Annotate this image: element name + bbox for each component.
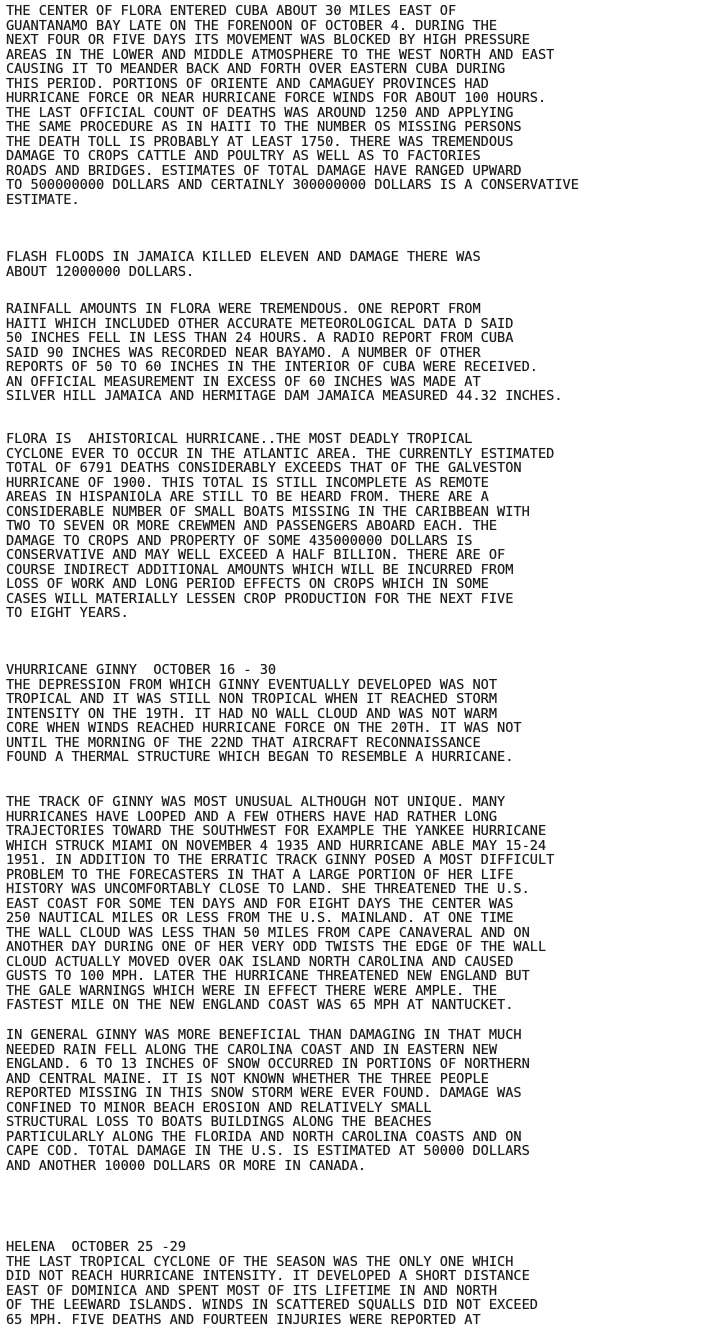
text-line: HAITI WHICH INCLUDED OTHER ACCURATE METEOROLOGICAL DATA D SAID (6, 315, 514, 332)
paragraph-ginny-heading (6, 663, 522, 765)
text-line: HURRICANE FORCE OR NEAR HURRICANE FORCE WINDS FOR ABOUT 100 HOURS. (6, 90, 547, 106)
text-line: SAID 90 INCHES WAS RECORDED NEAR BAYAMO. A NUMBER OF OTHER (6, 344, 481, 361)
text-line: GUSTS TO 100 MPH. LATER THE HURRICANE THREATENED NEW ENGLAND BUT (6, 968, 530, 984)
text-line: CONFINED TO MINOR BEACH EROSION AND RELATIVELY SMALL (6, 1099, 432, 1116)
text-line: ANOTHER DAY DURING ONE OF HER VERY ODD TWISTS THE EDGE OF THE WALL (6, 939, 547, 955)
paragraph-rainfall (6, 302, 563, 404)
text-line: REPORTED MISSING IN THIS SNOW STORM WERE EVER FOUND. DAMAGE WAS (6, 1085, 522, 1101)
text-line: AN OFFICIAL MEASUREMENT IN EXCESS OF 60 INCHES WAS MADE AT (6, 373, 481, 390)
text-line: UNTIL THE MORNING OF THE 22ND THAT AIRCRAFT RECONNAISSANCE (6, 734, 481, 751)
text-line: PROBLEM TO THE FORECASTERS IN THAT A LARGE PORTION OF HER LIFE (6, 866, 514, 883)
paragraph-ginny-beneficial (6, 1028, 530, 1173)
text-line: DID NOT REACH HURRICANE INTENSITY. IT DEVELOPED A SHORT DISTANCE (6, 1268, 530, 1284)
text-line: FOUND A THERMAL STRUCTURE WHICH BEGAN TO RESEMBLE A HURRICANE. (6, 749, 514, 765)
text-line: ESTIMATE. (6, 191, 80, 208)
typewritten-page (6, 0, 720, 1331)
text-line: AREAS IN HISPANIOLA ARE STILL TO BE HEARD FROM. THERE ARE A (6, 489, 489, 505)
text-line: CLOUD ACTUALLY MOVED OVER OAK ISLAND NORTH CAROLINA AND CAUSED (6, 953, 514, 970)
text-line: CAUSING IT TO MEANDER BACK AND FORTH OVER EASTERN CUBA DURING (6, 61, 506, 77)
text-line: WHICH STRUCK MIAMI ON NOVEMBER 4 1935 AND HURRICANE ABLE MAY 15-24 (6, 837, 547, 854)
text-line: THE CENTER OF FLORA ENTERED CUBA ABOUT 30 MILES EAST OF (6, 3, 457, 19)
text-line: EAST OF DOMINICA AND SPENT MOST OF ITS LIFETIME IN AND NORTH (6, 1282, 498, 1299)
text-line: CONSIDERABLE NUMBER OF SMALL BOATS MISSING IN THE CARIBBEAN WITH (6, 503, 530, 520)
text-line: FLASH FLOODS IN JAMAICA KILLED ELEVEN AND DAMAGE THERE WAS (6, 249, 481, 265)
text-line: 250 NAUTICAL MILES OR LESS FROM THE U.S. MAINLAND. AT ONE TIME (6, 910, 514, 926)
paragraph-flora-cuba (6, 4, 579, 207)
text-line: TOTAL OF 6791 DEATHS CONSIDERABLY EXCEEDS THAT OF THE GALVESTON (6, 460, 522, 476)
text-line: 65 MPH. FIVE DEATHS AND FOURTEEN INJURIES WERE REPORTED AT (6, 1311, 481, 1328)
text-line: AND CENTRAL MAINE. IT IS NOT KNOWN WHETHER THE THREE PEOPLE (6, 1070, 489, 1087)
text-line: STRUCTURAL LOSS TO BOATS BUILDINGS ALONG THE BEACHES (6, 1114, 432, 1130)
text-line: 1951. IN ADDITION TO THE ERRATIC TRACK GINNY POSED A MOST DIFFICULT (6, 852, 555, 868)
text-line: DAMAGE TO CROPS CATTLE AND POULTRY AS WELL AS TO FACTORIES (6, 148, 481, 164)
paragraph-jamaica-floods (6, 250, 481, 279)
text-line: ROADS AND BRIDGES. ESTIMATES OF TOTAL DAMAGE HAVE RANGED UPWARD (6, 162, 522, 179)
text-line: OF THE LEEWARD ISLANDS. WINDS IN SCATTERED SQUALLS DID NOT EXCEED (6, 1297, 538, 1313)
text-line: THE SAME PROCEDURE AS IN HAITI TO THE NUMBER OS MISSING PERSONS (6, 119, 522, 135)
text-line: TRAJECTORIES TOWARD THE SOUTHWEST FOR EXAMPLE THE YANKEE HURRICANE (6, 823, 547, 839)
text-line: VHURRICANE GINNY OCTOBER 16 - 30 (6, 662, 277, 678)
text-line: TO 500000000 DOLLARS AND CERTAINLY 300000000 DOLLARS IS A CONSERVATIVE (6, 177, 579, 193)
text-line: FLORA IS AHISTORICAL HURRICANE..THE MOST DEADLY TROPICAL (6, 431, 473, 447)
text-line: TROPICAL AND IT WAS STILL NON TROPICAL WHEN IT REACHED STORM (6, 691, 498, 707)
text-line: AREAS IN THE LOWER AND MIDDLE ATMOSPHERE TO THE WEST NORTH AND EAST (6, 46, 555, 63)
text-line: HURRICANES HAVE LOOPED AND A FEW OTHERS HAVE HAD RATHER LONG (6, 808, 498, 825)
text-line: DAMAGE TO CROPS AND PROPERTY OF SOME 435000000 DOLLARS IS (6, 532, 473, 549)
text-line: TWO TO SEVEN OR MORE CREWMEN AND PASSENGERS ABOARD EACH. THE (6, 518, 498, 534)
text-line: 50 INCHES FELL IN LESS THAN 24 HOURS. A RADIO REPORT FROM CUBA (6, 330, 514, 346)
text-line: CAPE COD. TOTAL DAMAGE IN THE U.S. IS ESTIMATED AT 50000 DOLLARS (6, 1143, 530, 1159)
text-line: NEXT FOUR OR FIVE DAYS ITS MOVEMENT WAS BLOCKED BY HIGH PRESSURE (6, 32, 530, 48)
text-line: LOSS OF WORK AND LONG PERIOD EFFECTS ON CROPS WHICH IN SOME (6, 576, 489, 592)
text-line: HELENA OCTOBER 25 -29 (6, 1239, 187, 1255)
text-line: EAST COAST FOR SOME TEN DAYS AND FOR EIGHT DAYS THE CENTER WAS (6, 895, 514, 912)
paragraph-helena (6, 1240, 538, 1327)
text-line: CONSERVATIVE AND MAY WELL EXCEED A HALF BILLION. THERE ARE OF (6, 547, 506, 563)
text-line: HURRICANE OF 1900. THIS TOTAL IS STILL INCOMPLETE AS REMOTE (6, 474, 489, 491)
text-line: ENGLAND. 6 TO 13 INCHES OF SNOW OCCURRED IN PORTIONS OF NORTHERN (6, 1056, 530, 1072)
text-line: IN GENERAL GINNY WAS MORE BENEFICIAL THAN DAMAGING IN THAT MUCH (6, 1027, 522, 1043)
text-line: SILVER HILL JAMAICA AND HERMITAGE DAM JAMAICA MEASURED 44.32 INCHES. (6, 388, 563, 404)
text-line: RAINFALL AMOUNTS IN FLORA WERE TREMENDOUS. ONE REPORT FROM (6, 301, 481, 317)
text-line: CYCLONE EVER TO OCCUR IN THE ATLANTIC AREA. THE CURRENTLY ESTIMATED (6, 445, 555, 462)
text-line: THE TRACK OF GINNY WAS MOST UNUSUAL ALTHOUGH NOT UNIQUE. MANY (6, 794, 506, 810)
text-line: THE DEATH TOLL IS PROBABLY AT LEAST 1750. THERE WAS TREMENDOUS (6, 133, 514, 150)
text-line: HISTORY WAS UNCOMFORTABLY CLOSE TO LAND. SHE THREATENED THE U.S. (6, 881, 530, 897)
paragraph-ginny-track (6, 795, 554, 1013)
paragraph-flora-historical (6, 432, 554, 621)
text-line: INTENSITY ON THE 19TH. IT HAD NO WALL CLOUD AND WAS NOT WARM (6, 705, 498, 722)
text-line: CORE WHEN WINDS REACHED HURRICANE FORCE ON THE 20TH. IT WAS NOT (6, 720, 522, 736)
text-line: AND ANOTHER 10000 DOLLARS OR MORE IN CANADA. (6, 1157, 367, 1174)
text-line: NEEDED RAIN FELL ALONG THE CAROLINA COAST AND IN EASTERN NEW (6, 1041, 498, 1058)
text-line: THE LAST TROPICAL CYCLONE OF THE SEASON WAS THE ONLY ONE WHICH (6, 1253, 514, 1270)
text-line: TO EIGHT YEARS. (6, 605, 129, 621)
text-line: THE DEPRESSION FROM WHICH GINNY EVENTUALLY DEVELOPED WAS NOT (6, 676, 498, 693)
text-line: THE GALE WARNINGS WHICH WERE IN EFFECT THERE WERE AMPLE. THE (6, 982, 498, 999)
text-line: ABOUT 12000000 DOLLARS. (6, 263, 195, 280)
text-line: COURSE INDIRECT ADDITIONAL AMOUNTS WHICH WILL BE INCURRED FROM (6, 561, 514, 578)
text-line: PARTICULARLY ALONG THE FLORIDA AND NORTH CAROLINA COASTS AND ON (6, 1128, 522, 1145)
text-line: THE WALL CLOUD WAS LESS THAN 50 MILES FROM CAPE CANAVERAL AND ON (6, 924, 530, 941)
text-line: REPORTS OF 50 TO 60 INCHES IN THE INTERIOR OF CUBA WERE RECEIVED. (6, 359, 538, 375)
text-line: CASES WILL MATERIALLY LESSEN CROP PRODUCTION FOR THE NEXT FIVE (6, 590, 514, 607)
text-line: THIS PERIOD. PORTIONS OF ORIENTE AND CAMAGUEY PROVINCES HAD (6, 75, 489, 92)
text-line: GUANTANAMO BAY LATE ON THE FORENOON OF OCTOBER 4. DURING THE (6, 17, 498, 34)
text-line: FASTEST MILE ON THE NEW ENGLAND COAST WAS 65 MPH AT NANTUCKET. (6, 997, 514, 1013)
text-line: THE LAST OFFICIAL COUNT OF DEATHS WAS AROUND 1250 AND APPLYING (6, 104, 514, 121)
